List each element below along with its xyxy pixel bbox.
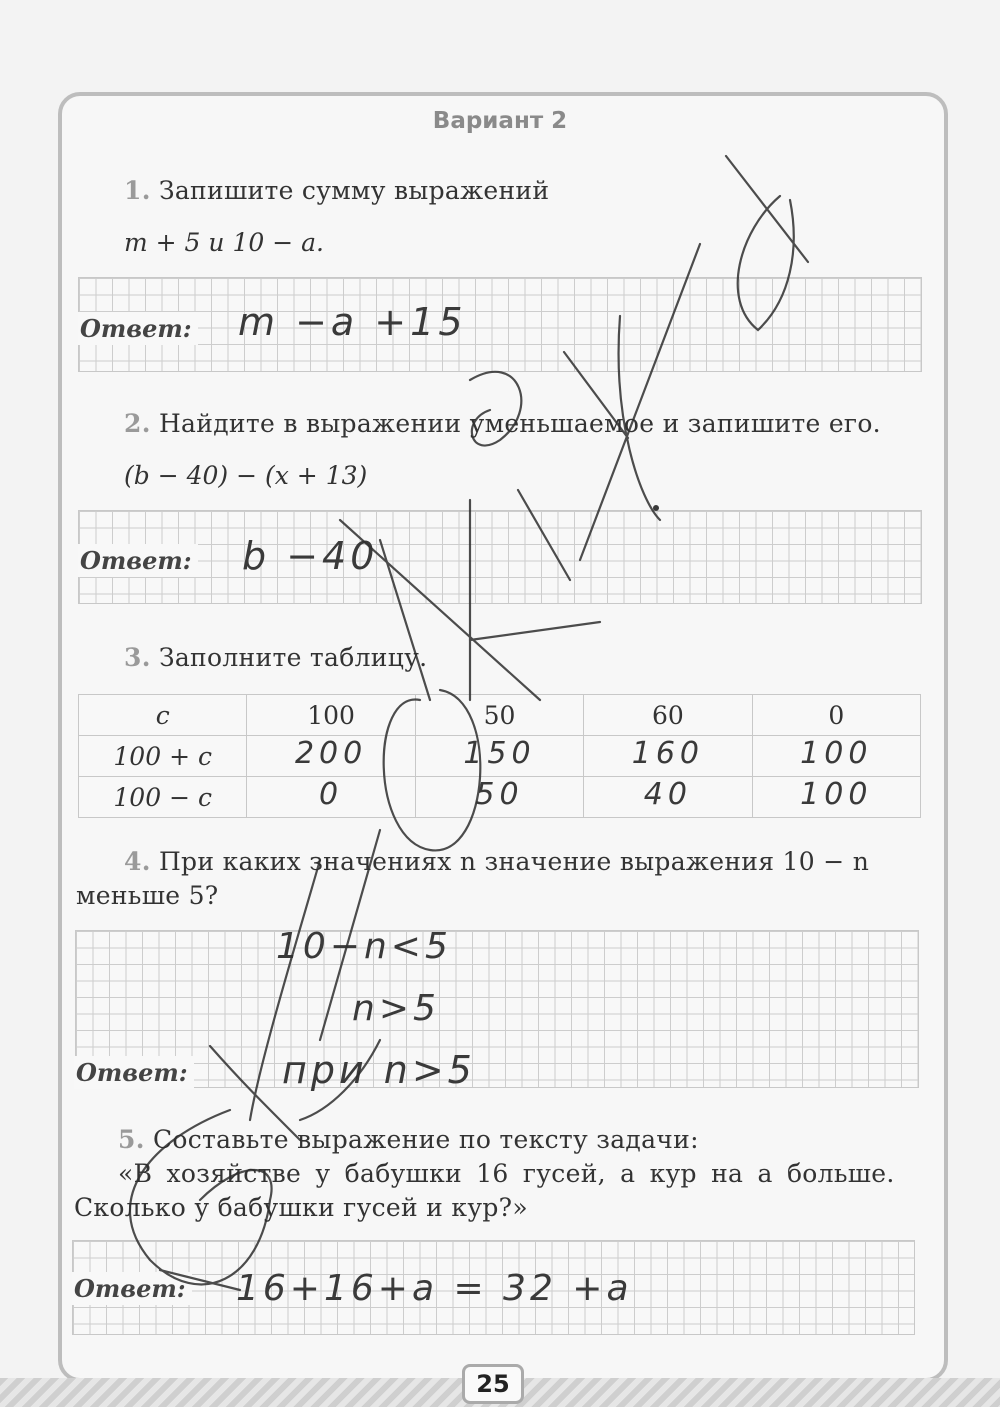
table-header-cell: 50 [415, 695, 583, 736]
handwritten-value: 200 [294, 736, 368, 771]
task-1-text: Запишите сумму выражений [158, 176, 550, 205]
table-cell [584, 777, 752, 818]
task-2-answer-grid [78, 510, 922, 604]
task-4-handwritten-answer: при n>5 [282, 1048, 476, 1092]
table-cell [247, 777, 415, 818]
task-1-expression: m + 5 и 10 − a. [124, 228, 324, 257]
task-4-answer-label: Ответ: [74, 1056, 194, 1089]
task-2-number: 2. [124, 409, 151, 438]
task-5-answer-label: Ответ: [72, 1272, 192, 1305]
task-4-number: 4. [124, 847, 151, 876]
task-4-text-line2: меньше 5? [76, 881, 219, 910]
task-5-number: 5. [118, 1125, 145, 1154]
handwritten-value: 0 [319, 777, 344, 812]
handwritten-value: 50 [475, 777, 524, 812]
task-5-handwritten-answer: 16+16+a = 32 +a [236, 1268, 633, 1309]
task-4-answer-grid [75, 930, 919, 1088]
task-4-text: При каких значениях n значение выражения 10 − n [158, 847, 870, 876]
table-cell [752, 777, 920, 818]
table-cell [415, 736, 583, 777]
table-row-label: 100 + c [79, 736, 247, 777]
table-row [79, 777, 921, 818]
table-header-cell: 60 [584, 695, 752, 736]
task-3-table [78, 694, 921, 818]
page-number: 25 [462, 1364, 524, 1404]
task-2-handwritten-answer: b −40 [242, 534, 379, 578]
task-3-prompt [124, 642, 427, 673]
task-2-prompt [124, 408, 881, 439]
handwritten-value: 100 [800, 736, 873, 771]
handwritten-value: 160 [631, 736, 704, 771]
task-5-text: Составьте выражение по тексту задачи: [152, 1125, 699, 1154]
task-1-number: 1. [124, 176, 151, 205]
task-1-handwritten-answer: m −a +15 [238, 300, 467, 344]
table-cell [415, 777, 583, 818]
task-4-work-line1: 10−n<5 [276, 926, 452, 967]
table-header-row [79, 695, 921, 736]
table-header-cell: 0 [752, 695, 920, 736]
task-4-work-line2: n>5 [352, 988, 440, 1029]
table-row-label: 100 − c [79, 777, 247, 818]
task-5-prompt [118, 1124, 699, 1155]
task-5-quote-line1: «В хозяйстве у бабушки 16 гусей, а кур на a больше. [118, 1159, 895, 1188]
table-cell [247, 736, 415, 777]
task-2-answer-label: Ответ: [78, 544, 198, 577]
table-cell [584, 736, 752, 777]
table-header-cell: c [79, 695, 247, 736]
table-row [79, 736, 921, 777]
handwritten-value: 100 [800, 777, 873, 812]
task-5-quote-line2: Сколько у бабушки гусей и кур?» [74, 1193, 528, 1222]
variant-title: Вариант 2 [432, 108, 568, 134]
task-1-prompt [124, 175, 549, 206]
handwritten-value: 150 [463, 736, 536, 771]
task-3-number: 3. [124, 643, 151, 672]
task-2-expression: (b − 40) − (x + 13) [124, 461, 368, 490]
task-1-answer-grid [78, 277, 922, 372]
task-3-text: Заполните таблицу. [158, 643, 428, 672]
task-1-answer-label: Ответ: [78, 312, 198, 345]
handwritten-value: 40 [643, 777, 692, 812]
table-header-cell: 100 [247, 695, 415, 736]
task-4-prompt [124, 846, 869, 877]
table-cell [752, 736, 920, 777]
task-2-text: Найдите в выражении уменьшаемое и запишите его. [158, 409, 881, 438]
